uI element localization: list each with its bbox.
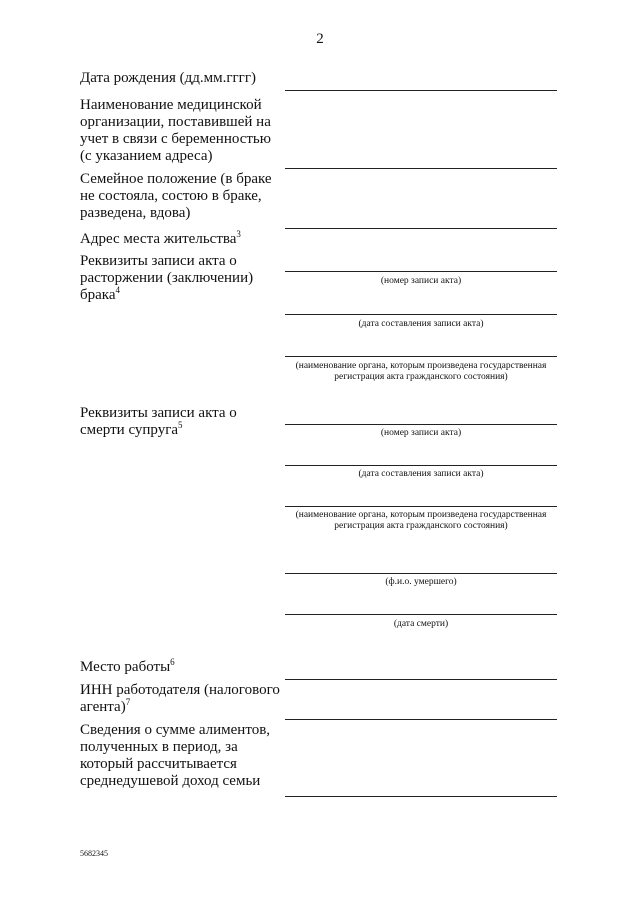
caption-death-date: (дата смерти): [393, 619, 449, 629]
field-alimony-line[interactable]: [285, 796, 557, 797]
field-death-date-line[interactable]: [285, 614, 557, 615]
label-workplace: [80, 659, 280, 676]
label-workplace-text: Место работы: [80, 659, 171, 675]
label-birth-date: Дата рождения (дд.мм.гггг): [80, 70, 256, 86]
caption-act-number: (номер записи акта): [380, 276, 462, 286]
label-inn: [80, 682, 280, 716]
label-death-act: [80, 405, 280, 439]
field-divorce-registry-org-line[interactable]: [285, 356, 557, 357]
caption-act-date: (дата составления записи акта): [358, 469, 484, 479]
page-number: 2: [316, 31, 324, 47]
document-id: 5682345: [80, 849, 108, 858]
caption-act-date: (дата составления записи акта): [358, 319, 484, 329]
label-address: [80, 231, 280, 248]
field-marital-status-line[interactable]: [285, 228, 557, 229]
label-inn-text: ИНН работодателя (налогового агента): [80, 682, 280, 715]
label-divorce-act: [80, 253, 280, 304]
label-divorce-act-text: Реквизиты записи акта о расторжении (заключении) брака: [80, 253, 254, 303]
label-death-act-text: Реквизиты записи акта о смерти супруга: [80, 405, 237, 438]
caption-registry-org: (наименование органа, которым произведена государственная регистрация акта гражданского состояния): [295, 361, 547, 382]
footnote-marker: 5: [178, 420, 183, 430]
footnote-marker: 7: [125, 697, 131, 707]
label-alimony: Сведения о сумме алиментов, полученных в период, за который рассчитывается среднедушевой доход семьи: [80, 722, 271, 789]
caption-act-number: (номер записи акта): [380, 428, 462, 438]
field-deceased-name-line[interactable]: [285, 573, 557, 574]
caption-deceased-name: (ф.и.о. умершего): [385, 577, 457, 587]
field-birth-date-line[interactable]: [285, 90, 557, 91]
field-inn-line[interactable]: [285, 719, 557, 720]
label-medical-org: Наименование медицинской организации, поставившей на учет в связи с беременностью (с указанием адреса): [80, 97, 271, 164]
label-marital-status: Семейное положение (в браке не состояла, состою в браке, разведена, вдова): [80, 171, 272, 221]
field-divorce-act-date-line[interactable]: [285, 314, 557, 315]
field-death-act-date-line[interactable]: [285, 465, 557, 466]
field-death-act-number-line[interactable]: [285, 424, 557, 425]
label-address-text: Адрес места жительства: [80, 231, 237, 247]
footnote-marker: 4: [115, 285, 121, 295]
footnote-marker: 6: [170, 657, 175, 667]
field-workplace-line[interactable]: [285, 679, 557, 680]
field-death-registry-org-line[interactable]: [285, 506, 557, 507]
field-divorce-act-number-line[interactable]: [285, 271, 557, 272]
caption-registry-org: (наименование органа, которым произведена государственная регистрация акта гражданского состояния): [295, 510, 547, 531]
footnote-marker: 3: [236, 229, 241, 239]
field-medical-org-line[interactable]: [285, 168, 557, 169]
